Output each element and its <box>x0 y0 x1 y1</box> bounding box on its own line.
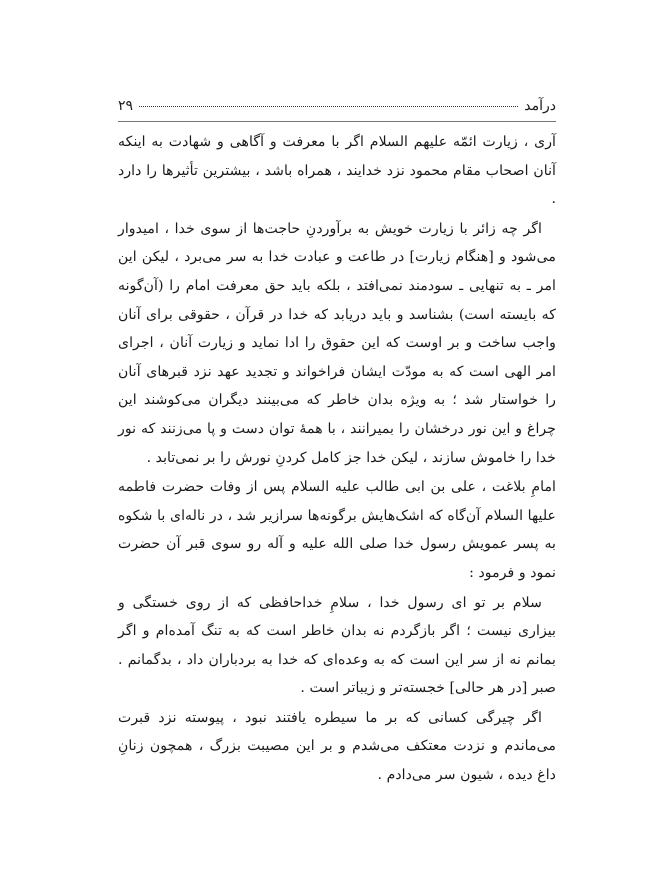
paragraph-2: اگر چه زائر با زیارت خویش به برآوردنِ حاجت‌ها از سوی خدا ، امیدوار می‌شود و [هنگام زیارت] در طاعت و عبادت خدا به سر می‌برد ، لیکن این امر ـ به تنهایی ـ سودمند نمی‌افتد ، بلکه باید حق معرفت امام را (آن‌گونه که بایسته است) بشناسد و باید دریابد که خدا در قرآن ، حقوقی برای آنان واجب ساخت و بر اوست که این حقوق را ادا نماید و زیارت آنان ، اجرای امر الهی است که به مودّت ایشان فراخواند و تجدید عهد نزد قبرهای آنان را خواستار شد ؛ به ویژه بدان خاطر که می‌بینند دیگران می‌کوشند این چراغ و این نور درخشان را بمیرانند ، با همهٔ توان دست و پا می‌زنند که نور خدا را خاموش سازند ، لیکن خدا جز کامل کردنِ نورش را بر نمی‌تابد . <box>118 220 556 466</box>
running-head <box>118 98 556 118</box>
dotted-leader <box>139 106 518 107</box>
header-rule <box>118 121 556 122</box>
body-text <box>118 128 556 790</box>
paragraph-1: آری ، زیارت ائمّه علیهم السلام اگر با معرفت و آگاهی و شهادت به اینکه آنان اصحاب مقام محمود نزد خدایند ، همراه باشد ، بیشترین تأثیرها را دارد . <box>118 134 556 208</box>
paragraph-3: امامِ بلاغت ، علی بن ابی طالب علیه السلام پس از وفات حضرت فاطمه علیها السلام آن‌گاه که اشک‌هایش برگونه‌ها سرازیر شد ، در ناله‌ای با شکوه به پسر عمویش رسول خدا صلی الله علیه و آله رو سوی قبر آن حضرت نمود و فرمود : <box>118 479 556 581</box>
quote-paragraph-2: اگر چیرگی کسانی که بر ما سیطره یافتند نبود ، پیوسته نزد قبرت می‌ماندم و نزدت معتکف می‌شدم و بر این مصیبت بزرگ ، همچون زنانِ داغ دیده ، شیون سر می‌دادم . <box>118 709 556 784</box>
page-number: ۲۹ <box>118 98 134 114</box>
section-title: درآمد <box>524 98 556 114</box>
quote-paragraph-1: سلام بر تو ای رسول خدا ، سلامِ خداحافظی که از روی خستگی و بیزاری نیست ؛ اگر بازگردم نه بدان خاطر است که به تنگ آمده‌ام و اگر بمانم نه از سر این است که به وعده‌ای که خدا به بردباران داد ، بدگمانم . صبر [در هر حالی] خجسته‌تر و زیباتر است . <box>118 594 556 697</box>
